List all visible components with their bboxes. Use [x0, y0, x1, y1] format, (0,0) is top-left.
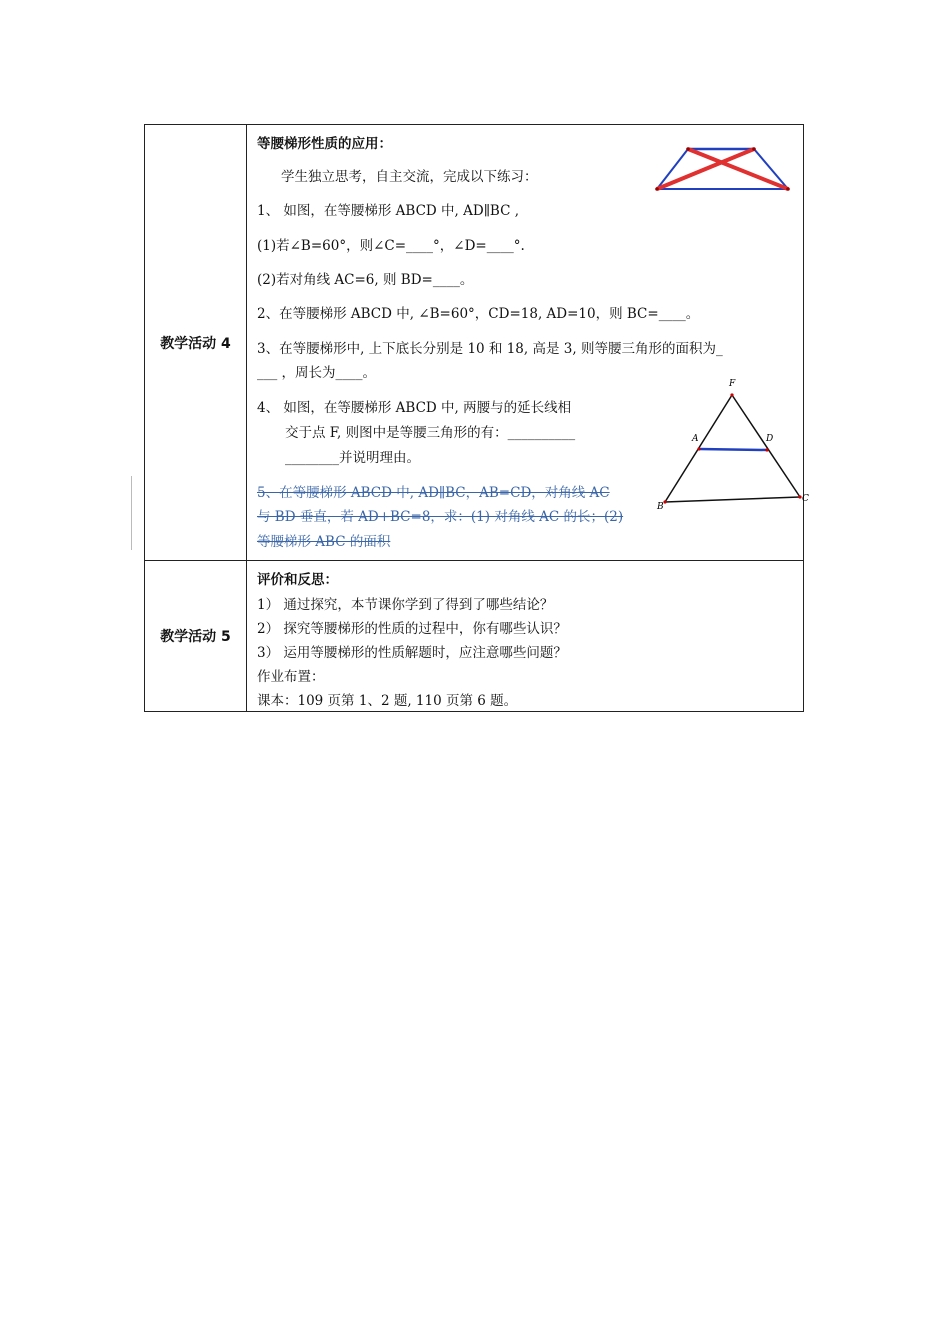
reflection-heading: 评价和反思： — [257, 572, 338, 588]
reflection-item-3: 3） 运用等腰梯形的性质解题时，应注意哪些问题？ — [257, 645, 567, 661]
question-2: 2、在等腰梯形 ABCD 中, ∠B=60°，CD=18, AD=10，则 BC=____。 — [257, 306, 700, 322]
margin-mark — [131, 476, 132, 550]
activity-4-label: 教学活动 4 — [145, 125, 247, 560]
question-1-part-2: (2)若对角线 AC=6, 则 BD=____。 — [257, 272, 474, 288]
label-a: A — [692, 434, 699, 444]
question-3-line-1: 3、在等腰梯形中, 上下底长分别是 10 和 18, 高是 3, 则等腰三角形的面积为_ — [257, 341, 723, 357]
reflection-item-1: 1） 通过探究，本节课你学到了得到了哪些结论？ — [257, 597, 554, 613]
label-c: C — [802, 494, 809, 504]
question-4-line-3: ________并说明理由。 — [285, 450, 420, 466]
label-d: D — [766, 434, 774, 444]
isosceles-trapezoid-figure — [647, 375, 817, 515]
lesson-table — [144, 124, 809, 712]
label-f: F — [729, 379, 736, 389]
homework-heading: 作业布置： — [257, 669, 325, 685]
homework-text: 课本：109 页第 1、2 题, 110 页第 6 题。 — [257, 693, 518, 709]
activity-5-content — [247, 561, 803, 711]
section-heading: 等腰梯形性质的应用： — [257, 136, 392, 152]
activity-4-row — [145, 125, 809, 560]
question-5-line-2: 与 BD 垂直，若 AD+BC=8，求：(1) 对角线 AC 的长；(2) — [257, 509, 624, 525]
label-b: B — [657, 502, 664, 512]
activity-4-content — [247, 125, 809, 560]
question-5-line-3: 等腰梯形 ABC 的面积 — [257, 534, 391, 550]
activity-5-label: 教学活动 5 — [145, 561, 247, 711]
reflection-item-2: 2） 探究等腰梯形的性质的过程中，你有哪些认识？ — [257, 621, 567, 637]
question-4-line-2: 交于点 F, 则图中是等腰三角形的有：__________ — [285, 425, 576, 441]
question-5-line-1: 5、在等腰梯形 ABCD 中, AD∥BC，AB=CD，对角线 AC — [257, 485, 610, 501]
trapezoid-diagonals-figure — [652, 137, 797, 195]
question-1: 1、 如图，在等腰梯形 ABCD 中, AD∥BC , — [257, 203, 520, 219]
intro-text: 学生独立思考，自主交流，完成以下练习： — [281, 169, 538, 185]
question-3-line-2: ___ ，周长为____。 — [257, 365, 377, 381]
activity-5-row — [145, 560, 803, 711]
question-4-line-1: 4、 如图，在等腰梯形 ABCD 中, 两腰与的延长线相 — [257, 400, 572, 416]
question-1-part-1: (1)若∠B=60°，则∠C=____°，∠D=____°. — [257, 238, 525, 254]
